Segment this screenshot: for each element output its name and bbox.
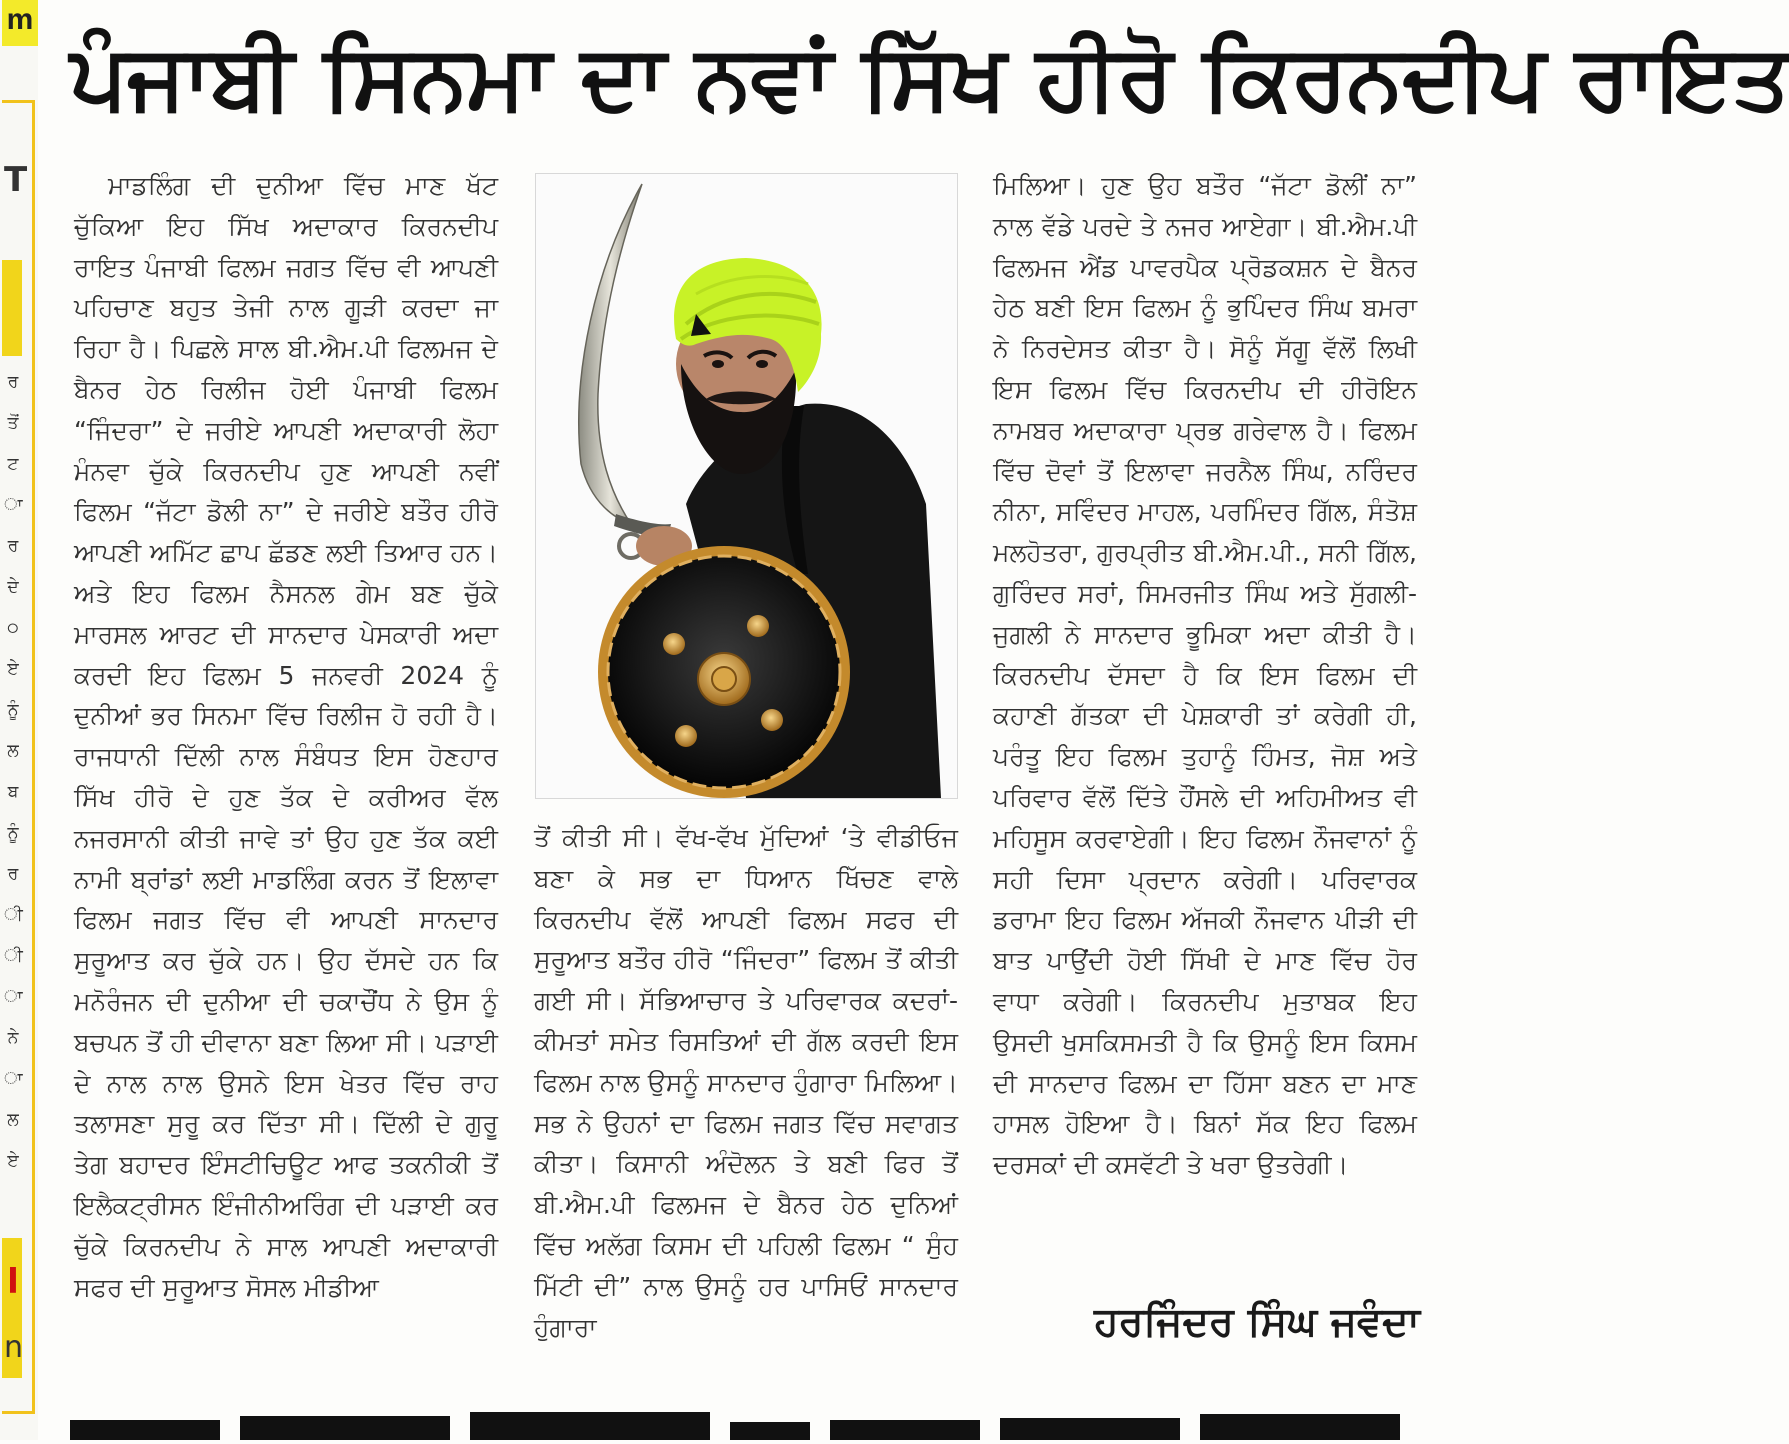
- actor-photo: [535, 173, 958, 799]
- adjacent-page-letter: T: [4, 160, 28, 200]
- adjacent-page-char: ਏ: [7, 1151, 19, 1171]
- adjacent-page-char: ਨੂੰ: [7, 823, 19, 843]
- article-byline: ਹਰਜਿੰਦਰ ਸਿੰਘ ਜਵੰਦਾ: [1094, 1299, 1420, 1345]
- adjacent-page-char: ੦: [7, 618, 19, 638]
- adjacent-page-letter: l: [7, 1262, 19, 1302]
- article-column-1: [74, 166, 498, 1356]
- adjacent-page-char: ਾ: [4, 987, 23, 1007]
- next-headline-fragment: [70, 1408, 1422, 1440]
- adjacent-page-char: ੀ: [4, 946, 23, 966]
- adjacent-page-char: ਦੇ: [7, 577, 19, 597]
- article-headline: ਪੰਜਾਬੀ ਸਿਨਮਾ ਦਾ ਨਵਾਂ ਸਿੱਖ ਹੀਰੋ ਕਿਰਨਦੀਪ ਰਾਇਤ: [70, 25, 1789, 130]
- adjacent-page-char: ਨੂੰ: [7, 700, 19, 720]
- adjacent-page-char: ਟ: [7, 454, 19, 474]
- article-column-2: [534, 818, 958, 1358]
- adjacent-page-char: ਰ: [7, 864, 19, 884]
- article-paragraph: ਮਾਡਲਿੰਗ ਦੀ ਦੁਨੀਆ ਵਿੱਚ ਮਾਣ ਖੱਟ ਚੁੱਕਿਆ ਇਹ ਸਿੱਖ ਅਦਾਕਾਰ ਕਿਰਨਦੀਪ ਰਾਇਤ ਪੰਜਾਬੀ ਫਿਲਮ ਜਗਤ ਵਿੱਚ ਵੀ ਆਪਣੀ ਪਹਿਚਾਣ ਬਹੁਤ ਤੇਜੀ ਨਾਲ ਗੂੜੀ ਕਰਦਾ ਜਾ ਰਿਹਾ ਹੈ। ਪਿਛਲੇ ਸਾਲ ਬੀ.ਐਮ.ਪੀ ਫਿਲਮਜ ਦੇ ਬੈਨਰ ਹੇਠ ਰਿਲੀਜ ਹੋਈ ਪੰਜਾਬੀ ਫਿਲਮ “ਜਿੰਦਰਾ” ਦੇ ਜਰੀਏ ਆਪਣੀ ਅਦਾਕਾਰੀ ਲੋਹਾ ਮੰਨਵਾ ਚੁੱਕੇ ਕਿਰਨਦੀਪ ਹੁਣ ਆਪਣੀ ਨਵੀਂ ਫਿਲਮ “ਜੱਟਾ ਡੋਲੀ ਨਾ” ਦੇ ਜਰੀਏ ਬਤੌਰ ਹੀਰੋ ਆਪਣੀ ਅਮਿੱਟ ਛਾਪ ਛੱਡਣ ਲਈ ਤਿਆਰ ਹਨ। ਅਤੇ ਇਹ ਫਿਲਮ ਨੈਸਨਲ ਗੇਮ ਬਣ ਚੁੱਕੇ ਮਾਰਸਲ ਆਰਟ ਦੀ ਸਾਨਦਾਰ ਪੇਸਕਾਰੀ ਅਦਾ ਕਰਦੀ ਇਹ ਫਿਲਮ 5 ਜਨਵਰੀ 2024 ਨੂੰ ਦੁਨੀਆਂ ਭਰ ਸਿਨਮਾ ਵਿੱਚ ਰਿਲੀਜ ਹੋ ਰਹੀ ਹੈ। ਰਾਜਧਾਨੀ ਦਿੱਲੀ ਨਾਲ ਸੰਬੰਧਤ ਇਸ ਹੋਣਹਾਰ ਸਿੱਖ ਹੀਰੋ ਦੇ ਹੁਣ ਤੱਕ ਦੇ ਕਰੀਅਰ ਵੱਲ ਨਜਰਸਾਨੀ ਕੀਤੀ ਜਾਵੇ ਤਾਂ ਉਹ ਹੁਣ ਤੱਕ ਕਈ ਨਾਮੀ ਬ੍ਰਾਂਡਾਂ ਲਈ ਮਾਡਲਿੰਗ ਕਰਨ ਤੋਂ ਇਲਾਵਾ ਫਿਲਮ ਜਗਤ ਵਿੱਚ ਵੀ ਆਪਣੀ ਸਾਨਦਾਰ ਸੁਰੂਆਤ ਕਰ ਚੁੱਕੇ ਹਨ। ਉਹ ਦੱਸਦੇ ਹਨ ਕਿ ਮਨੋਰੰਜਨ ਦੀ ਦੁਨੀਆ ਦੀ ਚਕਾਚੌਂਧ ਨੇ ਉਸ ਨੂੰ ਬਚਪਨ ਤੋਂ ਹੀ ਦੀਵਾਨਾ ਬਣਾ ਲਿਆ ਸੀ। ਪੜਾਈ ਦੇ ਨਾਲ ਨਾਲ ਉਸਨੇ ਇਸ ਖੇਤਰ ਵਿੱਚ ਰਾਹ ਤਲਾਸਣਾ ਸੁਰੂ ਕਰ ਦਿੱਤਾ ਸੀ। ਦਿੱਲੀ ਦੇ ਗੁਰੂ ਤੇਗ ਬਹਾਦਰ ਇੰਸਟੀਚਿਊਟ ਆਫ ਤਕਨੀਕੀ ਤੋਂ ਇਲੈਕਟ੍ਰੀਸਨ ਇੰਜੀਨੀਅਰਿੰਗ ਦੀ ਪੜਾਈ ਕਰ ਚੁੱਕੇ ਕਿਰਨਦੀਪ ਨੇ ਸਾਲ ਆਪਣੀ ਅਦਾਕਾਰੀ ਸਫਰ ਦੀ ਸੁਰੂਆਤ ਸੋਸਲ ਮੀਡੀਆ: [74, 171, 498, 1302]
- adjacent-page-char: ਏ: [7, 659, 19, 679]
- adjacent-page-tab: m: [2, 0, 38, 46]
- adjacent-page-char: ੀ: [4, 905, 23, 925]
- adjacent-page-char: ਾ: [4, 1069, 23, 1089]
- adjacent-page-char: ਨੇ: [7, 1028, 19, 1048]
- article-paragraph: ਮਿਲਿਆ। ਹੁਣ ਉਹ ਬਤੌਰ “ਜੱਟਾ ਡੋਲੀਂ ਨਾ” ਨਾਲ ਵੱਡੇ ਪਰਦੇ ਤੇ ਨਜਰ ਆਏਗਾ। ਬੀ.ਐਮ.ਪੀ ਫਿਲਮਜ ਐਂਡ ਪਾਵਰਪੈਕ ਪ੍ਰੋਡਕਸ਼ਨ ਦੇ ਬੈਨਰ ਹੇਠ ਬਣੀ ਇਸ ਫਿਲਮ ਨੂੰ ਭੁਪਿੰਦਰ ਸਿੰਘ ਬਮਰਾ ਨੇ ਨਿਰਦੇਸਤ ਕੀਤਾ ਹੈ। ਸੋਨੂੰ ਸੱਗੂ ਵੱਲੋਂ ਲਿਖੀ ਇਸ ਫਿਲਮ ਵਿੱਚ ਕਿਰਨਦੀਪ ਦੀ ਹੀਰੋਇਨ ਨਾਮਬਰ ਅਦਾਕਾਰਾ ਪ੍ਰਭ ਗਰੇਵਾਲ ਹੈ। ਫਿਲਮ ਵਿੱਚ ਦੋਵਾਂ ਤੋਂ ਇਲਾਵਾ ਜਰਨੈਲ ਸਿੰਘ, ਨਰਿੰਦਰ ਨੀਨਾ, ਸਵਿੰਦਰ ਮਾਹਲ, ਪਰਮਿੰਦਰ ਗਿੱਲ, ਸੰਤੋਸ਼ ਮਲਹੋਤਰਾ, ਗੁਰਪ੍ਰੀਤ ਬੀ.ਐਮ.ਪੀ., ਸਨੀ ਗਿੱਲ, ਗੁਰਿੰਦਰ ਸਰਾਂ, ਸਿਮਰਜੀਤ ਸਿੰਘ ਅਤੇ ਸੁੱਗਲੀ-ਜੁਗਲੀ ਨੇ ਸਾਨਦਾਰ ਭੂਮਿਕਾ ਅਦਾ ਕੀਤੀ ਹੈ। ਕਿਰਨਦੀਪ ਦੱਸਦਾ ਹੈ ਕਿ ਇਸ ਫਿਲਮ ਦੀ ਕਹਾਣੀ ਗੱਤਕਾ ਦੀ ਪੇਸ਼ਕਾਰੀ ਤਾਂ ਕਰੇਗੀ ਹੀ, ਪਰੰਤੂ ਇਹ ਫਿਲਮ ਤੁਹਾਨੂੰ ਹਿੰਮਤ, ਜੋਸ਼ ਅਤੇ ਪਰਿਵਾਰ ਵੱਲੋਂ ਦਿੱਤੇ ਹੌਂਸਲੇ ਦੀ ਅਹਿਮੀਅਤ ਵੀ ਮਹਿਸੂਸ ਕਰਵਾਏਗੀ। ਇਹ ਫਿਲਮ ਨੌਜਵਾਨਾਂ ਨੂੰ ਸਹੀ ਦਿਸਾ ਪ੍ਰਦਾਨ ਕਰੇਗੀ। ਪਰਿਵਾਰਕ ਡਰਾਮਾ ਇਹ ਫਿਲਮ ਅੱਜਕੀ ਨੌਜਵਾਨ ਪੀੜੀ ਦੀ ਬਾਤ ਪਾਉਂਦੀ ਹੋਈ ਸਿੱਖੀ ਦੇ ਮਾਣ ਵਿੱਚ ਹੋਰ ਵਾਧਾ ਕਰੇਗੀ। ਕਿਰਨਦੀਪ ਮੁਤਾਬਕ ਇਹ ਉਸਦੀ ਖੁਸਕਿਸਮਤੀ ਹੈ ਕਿ ਉਸਨੂੰ ਇਸ ਕਿਸਮ ਦੀ ਸਾਨਦਾਰ ਫਿਲਮ ਦਾ ਹਿੱਸਾ ਬਣਨ ਦਾ ਮਾਣ ਹਾਸਲ ਹੋਇਆ ਹੈ। ਬਿਨਾਂ ਸੱਕ ਇਹ ਫਿਲਮ ਦਰਸਕਾਂ ਦੀ ਕਸਵੱਟੀ ਤੇ ਖਰਾ ਉਤਰੇਗੀ।: [993, 171, 1417, 1180]
- adjacent-page-highlight: [2, 260, 22, 356]
- adjacent-page-letter: n: [4, 1330, 24, 1365]
- article-column-3: [993, 166, 1417, 1278]
- adjacent-page-char: ਰ: [7, 372, 19, 392]
- adjacent-page-char: ਤੋਂ: [7, 413, 19, 433]
- adjacent-page-char: ਲ: [7, 741, 19, 761]
- adjacent-page-char: ਾ: [4, 495, 23, 515]
- adjacent-page-char: ਬ: [7, 782, 19, 802]
- actor-illustration: [536, 174, 957, 798]
- adjacent-page-strip: [0, 0, 38, 1440]
- sword-blade: [579, 184, 642, 524]
- article-paragraph: ਤੋਂ ਕੀਤੀ ਸੀ। ਵੱਖ-ਵੱਖ ਮੁੱਦਿਆਂ ‘ਤੇ ਵੀਡੀਓਜ ਬਣਾ ਕੇ ਸਭ ਦਾ ਧਿਆਨ ਖਿੱਚਣ ਵਾਲੇ ਕਿਰਨਦੀਪ ਵੱਲੋਂ ਆਪਣੀ ਫਿਲਮ ਸਫਰ ਦੀ ਸੁਰੂਆਤ ਬਤੌਰ ਹੀਰੋ “ਜਿੰਦਰਾ” ਫਿਲਮ ਤੋਂ ਕੀਤੀ ਗਈ ਸੀ। ਸੱਭਿਆਚਾਰ ਤੇ ਪਰਿਵਾਰਕ ਕਦਰਾਂ-ਕੀਮਤਾਂ ਸਮੇਤ ਰਿਸਤਿਆਂ ਦੀ ਗੱਲ ਕਰਦੀ ਇਸ ਫਿਲਮ ਨਾਲ ਉਸਨੂੰ ਸਾਨਦਾਰ ਹੁੰਗਾਰਾ ਮਿਲਿਆ। ਸਭ ਨੇ ਉਹਨਾਂ ਦਾ ਫਿਲਮ ਜਗਤ ਵਿੱਚ ਸਵਾਗਤ ਕੀਤਾ। ਕਿਸਾਨੀ ਅੰਦੋਲਨ ਤੇ ਬਣੀ ਫਿਰ ਤੋਂ ਬੀ.ਐਮ.ਪੀ ਫਿਲਮਜ ਦੇ ਬੈਨਰ ਹੇਠ ਦੁਨਿਆਂ ਵਿੱਚ ਅਲੱਗ ਕਿਸਮ ਦੀ ਪਹਿਲੀ ਫਿਲਮ “ ਸੁੰਹ ਮਿੱਟੀ ਦੀ” ਨਾਲ ਉਸਨੂੰ ਹਰ ਪਾਸਿਓਂ ਸਾਨਦਾਰ ਹੁੰਗਾਰਾ: [534, 823, 958, 1342]
- adjacent-page-char: ਰ: [7, 536, 19, 556]
- adjacent-page-char: ਲ: [7, 1110, 19, 1130]
